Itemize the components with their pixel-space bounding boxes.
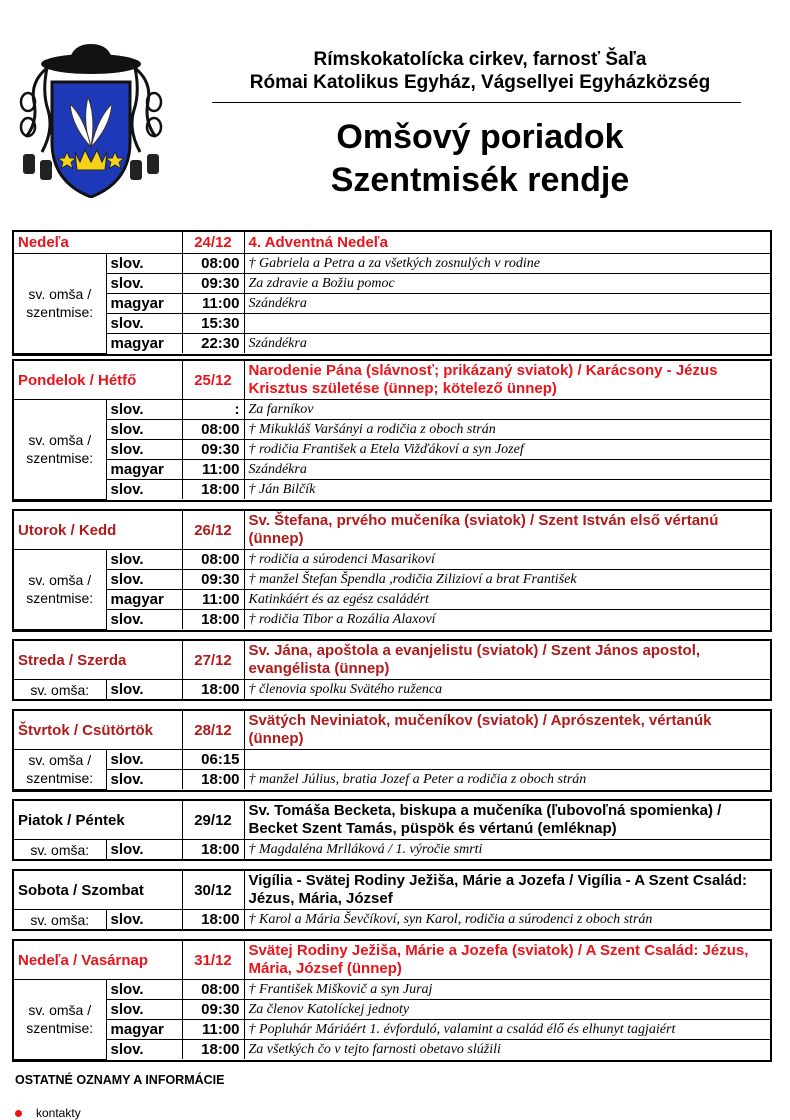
mass-intention: † Mikukláš Varšányi a rodičia z oboch strán bbox=[244, 420, 770, 440]
mass-time: 18:00 bbox=[182, 840, 244, 860]
mass-time: 11:00 bbox=[182, 1020, 244, 1040]
day-date: 30/12 bbox=[182, 871, 244, 910]
mass-language: slov. bbox=[106, 1000, 182, 1020]
mass-intention: † Magdaléna Mrlláková / 1. výročie smrti bbox=[244, 840, 770, 860]
mass-time: 15:30 bbox=[182, 314, 244, 334]
mass-intention: † Popluhár Máriáért 1. évforduló, valamint a család élő és elhunyt tagjaiért bbox=[244, 1020, 770, 1040]
mass-time: 09:30 bbox=[182, 440, 244, 460]
mass-intention: Za členov Katolíckej jednoty bbox=[244, 1000, 770, 1020]
mass-intention: † manžel Štefan Špendla ,rodičia Zilizioví a brat František bbox=[244, 570, 770, 590]
mass-intention: Szándékra bbox=[244, 334, 770, 354]
mass-intention: † Karol a Mária Ševčíkoví, syn Karol, rodičia a súrodenci z oboch strán bbox=[244, 910, 770, 930]
mass-time: : bbox=[182, 400, 244, 420]
bullet-icon bbox=[15, 1110, 22, 1117]
mass-time: 22:30 bbox=[182, 334, 244, 354]
mass-time: 18:00 bbox=[182, 910, 244, 930]
mass-intention bbox=[244, 314, 770, 334]
mass-time: 18:00 bbox=[182, 1040, 244, 1060]
mass-language: slov. bbox=[106, 910, 182, 930]
mass-intention: † manžel Július, bratia Jozef a Peter a rodičia z oboch strán bbox=[244, 770, 770, 790]
mass-intention: Szándékra bbox=[244, 460, 770, 480]
mass-intention: Za všetkých čo v tejto farnosti obetavo slúžili bbox=[244, 1040, 770, 1060]
mass-time: 11:00 bbox=[182, 590, 244, 610]
mass-label: sv. omša / szentmise: bbox=[14, 254, 106, 354]
mass-time: 18:00 bbox=[182, 770, 244, 790]
mass-label: sv. omša / szentmise: bbox=[14, 400, 106, 500]
day-block-saturday-30 bbox=[12, 869, 772, 931]
day-block-thursday-28 bbox=[12, 709, 772, 792]
mass-intention: Katinkáért és az egész családért bbox=[244, 590, 770, 610]
mass-time: 08:00 bbox=[182, 420, 244, 440]
mass-time: 09:30 bbox=[182, 570, 244, 590]
mass-time: 09:30 bbox=[182, 274, 244, 294]
mass-intention bbox=[244, 750, 770, 770]
mass-language: slov. bbox=[106, 770, 182, 790]
mass-intention: † rodičia Tibor a Rozália Alaxoví bbox=[244, 610, 770, 630]
mass-label: sv. omša / szentmise: bbox=[14, 980, 106, 1060]
mass-label: sv. omša: bbox=[14, 680, 106, 700]
mass-language: slov. bbox=[106, 314, 182, 334]
feast-name: Svätej Rodiny Ježiša, Márie a Jozefa (sviatok) / A Szent Család: Jézus, Mária, József (ünnep) bbox=[244, 941, 770, 980]
mass-language: slov. bbox=[106, 274, 182, 294]
contacts-bullet bbox=[15, 1106, 81, 1120]
day-name: Sobota / Szombat bbox=[14, 871, 182, 910]
day-name: Pondelok / Hétfő bbox=[14, 361, 182, 400]
mass-language: slov. bbox=[106, 254, 182, 274]
mass-time: 18:00 bbox=[182, 680, 244, 700]
feast-name: Sv. Štefana, prvého mučeníka (sviatok) / Szent István első vértanú (ünnep) bbox=[244, 511, 770, 550]
day-name: Nedeľa / Vasárnap bbox=[14, 941, 182, 980]
other-announcements-heading: OSTATNÉ OZNAMY A INFORMÁCIE bbox=[15, 1073, 225, 1087]
day-block-sunday-24 bbox=[12, 230, 772, 356]
mass-language: slov. bbox=[106, 840, 182, 860]
mass-time: 08:00 bbox=[182, 980, 244, 1000]
mass-intention: † rodičia František a Etela Vižďákoví a syn Jozef bbox=[244, 440, 770, 460]
mass-time: 08:00 bbox=[182, 254, 244, 274]
mass-intention: † Gabriela a Petra a za všetkých zosnulých v rodine bbox=[244, 254, 770, 274]
feast-name: Sv. Tomáša Becketa, biskupa a mučeníka (ľubovoľná spomienka) / Becket Szent Tamás, püspök és vértanú (emléknap) bbox=[244, 801, 770, 840]
feast-name: Sv. Jána, apoštola a evanjelistu (sviatok) / Szent János apostol, evangélista (ünnep) bbox=[244, 641, 770, 680]
day-name: Streda / Szerda bbox=[14, 641, 182, 680]
feast-name: Vigília - Svätej Rodiny Ježiša, Márie a Jozefa / Vigília - A Szent Család: Jézus, Mária, József bbox=[244, 871, 770, 910]
organization-name-slovak: Rímskokatolícka cirkev, farnosť Šaľa bbox=[313, 49, 647, 70]
day-date: 24/12 bbox=[182, 232, 244, 254]
mass-language: slov. bbox=[106, 480, 182, 500]
header-divider bbox=[212, 102, 741, 103]
mass-time: 11:00 bbox=[182, 294, 244, 314]
day-date: 28/12 bbox=[182, 711, 244, 750]
mass-language: magyar bbox=[106, 460, 182, 480]
mass-language: magyar bbox=[106, 590, 182, 610]
mass-time: 18:00 bbox=[182, 610, 244, 630]
day-name: Štvrtok / Csütörtök bbox=[14, 711, 182, 750]
day-block-tuesday-26 bbox=[12, 509, 772, 632]
parish-coat-of-arms bbox=[12, 42, 170, 198]
mass-label: sv. omša: bbox=[14, 840, 106, 860]
organization-name-hungarian: Római Katolikus Egyház, Vágsellyei Egyházközség bbox=[249, 72, 711, 93]
feast-name: 4. Adventná Nedeľa bbox=[244, 232, 770, 254]
day-date: 25/12 bbox=[182, 361, 244, 400]
mass-intention: † členovia spolku Svätého ruženca bbox=[244, 680, 770, 700]
mass-time: 18:00 bbox=[182, 480, 244, 500]
mass-language: slov. bbox=[106, 400, 182, 420]
day-name: Nedeľa bbox=[14, 232, 182, 254]
day-name: Utorok / Kedd bbox=[14, 511, 182, 550]
mass-language: slov. bbox=[106, 1040, 182, 1060]
mass-label: sv. omša / szentmise: bbox=[14, 550, 106, 630]
mass-language: slov. bbox=[106, 440, 182, 460]
mass-language: slov. bbox=[106, 750, 182, 770]
mass-language: slov. bbox=[106, 980, 182, 1000]
contacts-label: kontakty bbox=[36, 1106, 81, 1120]
page-title-hungarian: Szentmisék rendje bbox=[330, 161, 630, 199]
day-date: 26/12 bbox=[182, 511, 244, 550]
mass-language: slov. bbox=[106, 610, 182, 630]
page-title-slovak: Omšový poriadok bbox=[336, 118, 624, 156]
day-date: 31/12 bbox=[182, 941, 244, 980]
mass-label: sv. omša / szentmise: bbox=[14, 750, 106, 790]
day-block-wednesday-27 bbox=[12, 639, 772, 701]
feast-name: Narodenie Pána (slávnosť; prikázaný sviatok) / Karácsony - Jézus Krisztus születése (ünnep; kötelező ünnep) bbox=[244, 361, 770, 400]
mass-intention: Za zdravie a Božiu pomoc bbox=[244, 274, 770, 294]
mass-time: 08:00 bbox=[182, 550, 244, 570]
day-name: Piatok / Péntek bbox=[14, 801, 182, 840]
feast-name: Svätých Neviniatok, mučeníkov (sviatok) / Aprószentek, vértanúk (ünnep) bbox=[244, 711, 770, 750]
mass-time: 09:30 bbox=[182, 1000, 244, 1020]
day-date: 29/12 bbox=[182, 801, 244, 840]
mass-intention: † František Miškovič a syn Juraj bbox=[244, 980, 770, 1000]
mass-language: slov. bbox=[106, 570, 182, 590]
day-date: 27/12 bbox=[182, 641, 244, 680]
mass-intention: † Ján Bilčík bbox=[244, 480, 770, 500]
mass-language: magyar bbox=[106, 1020, 182, 1040]
mass-language: magyar bbox=[106, 334, 182, 354]
day-block-monday-25 bbox=[12, 359, 772, 502]
mass-label: sv. omša: bbox=[14, 910, 106, 930]
mass-intention: Za farníkov bbox=[244, 400, 770, 420]
mass-language: slov. bbox=[106, 420, 182, 440]
day-block-sunday-31 bbox=[12, 939, 772, 1062]
mass-time: 06:15 bbox=[182, 750, 244, 770]
day-block-friday-29 bbox=[12, 799, 772, 861]
mass-language: slov. bbox=[106, 680, 182, 700]
mass-language: magyar bbox=[106, 294, 182, 314]
mass-language: slov. bbox=[106, 550, 182, 570]
mass-intention: Szándékra bbox=[244, 294, 770, 314]
mass-intention: † rodičia a súrodenci Masarikoví bbox=[244, 550, 770, 570]
mass-time: 11:00 bbox=[182, 460, 244, 480]
